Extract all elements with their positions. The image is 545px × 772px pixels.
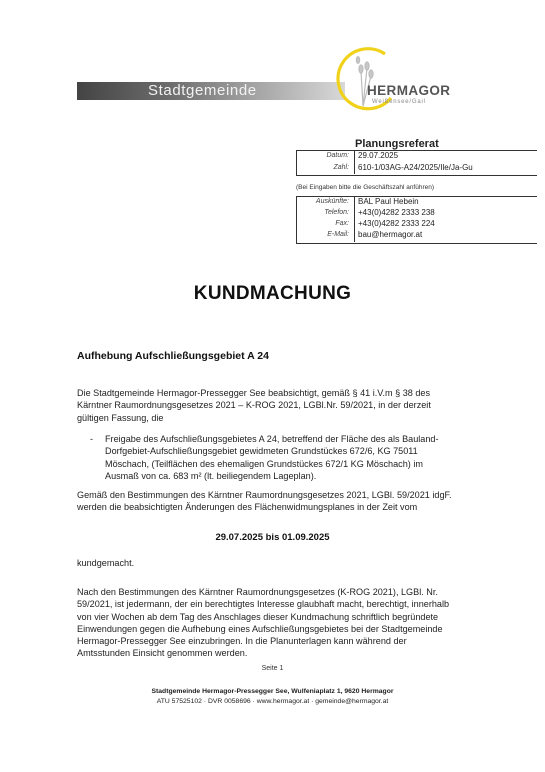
intro-line: gültigen Fassung, die [77, 412, 164, 423]
reference-label: Zahl: [333, 164, 349, 171]
bullet-line: Ausmaß von ca. 683 m² (lt. beiliegendem Lageplan). [105, 470, 317, 481]
document-subject: Aufhebung Aufschließungsgebiet A 24 [77, 350, 269, 362]
phone-label: Telefon: [324, 209, 349, 216]
footer-identifiers: ATU 57525102 · DVR 0058696 · www.hermagor.at · gemeinde@hermagor.at [156, 698, 389, 705]
page-number: Seite 1 [261, 665, 284, 672]
fax-label: Fax: [335, 220, 349, 227]
brand-subtitle: Weißensee/Gail [372, 99, 426, 105]
document-title: KUNDMACHUNG [193, 283, 352, 304]
bullet-marker: - [90, 434, 94, 444]
objection-line: von vier Wochen ab dem Tag des Anschlages dieser Kundmachung schriftlich begründete [77, 611, 439, 622]
objection-paragraph [77, 586, 487, 660]
objection-line: Amtsstunden Einsicht genommen werden. [77, 648, 248, 659]
fax-value: +43(0)4282 2333 224 [358, 219, 435, 228]
contact-label: Auskünfte: [315, 198, 349, 205]
contact-divider [354, 196, 355, 242]
footer-address: Stadtgemeinde Hermagor-Pressegger See, Wulfeniaplatz 1, 9620 Hermagor [151, 688, 394, 695]
intro-line: Die Stadtgemeinde Hermagor-Pressegger See beabsichtigt, gemäß § 41 i.V.m § 38 des [77, 388, 430, 398]
bullet-item [105, 433, 487, 482]
announced-text: kundgemacht. [77, 558, 135, 568]
objection-line: Einwendungen gegen die Aufhebung eines Aufschließungsgebietes bei der Stadtgemeinde [77, 623, 443, 634]
date-value: 29.07.2025 [358, 151, 399, 160]
banner-title: Stadtgemeinde [148, 82, 257, 99]
objection-line: 59/2021, ist jedermann, der ein berechtigtes Interesse glaubhaft macht, berechtigt, innerhalb [77, 599, 450, 610]
contact-value: BAL Paul Hebein [358, 197, 419, 206]
reference-hint: (Bei Eingaben bitte die Geschäftszahl anführen) [296, 184, 435, 191]
email-label: E-Mail: [327, 231, 349, 238]
objection-line: Hermagor-Pressegger See einzubringen. In die Planunterlagen kann während der [77, 636, 407, 647]
referat-divider [354, 150, 355, 174]
email-value[interactable]: bau@hermagor.at [358, 230, 423, 239]
hermagor-logo-icon [333, 46, 403, 116]
intro-line: Kärntner Raumordnungsgesetzes 2021 – K-ROG 2021, LGBl.Nr. 59/2021, in der derzeit [77, 400, 431, 411]
brand-name: HERMAGOR [367, 83, 451, 98]
publication-period: 29.07.2025 bis 01.09.2025 [215, 532, 330, 543]
law-paragraph [77, 489, 492, 514]
date-label: Datum: [326, 152, 349, 159]
bullet-line: Dorfgebiet-Aufschließungsgebiet gewidmeten Grundstückes 672/6, KG 75011 [105, 446, 418, 457]
reference-value: 610-1/03AG-A24/2025/Ile/Ja-Gu [358, 163, 473, 172]
bullet-line: Freigabe des Aufschließungsgebietes A 24, betreffend der Fläche des als Bauland- [105, 434, 439, 444]
law-line: Gemäß den Bestimmungen des Kärntner Raumordnungsgesetzes 2021, LGBl. 59/2021 idgF. [77, 490, 452, 500]
intro-paragraph [77, 387, 487, 424]
phone-value: +43(0)4282 2333 238 [358, 208, 435, 217]
objection-line: Nach den Bestimmungen des Kärntner Raumordnungsgesetzes (K-ROG 2021), LGBl. Nr. [77, 587, 438, 597]
bullet-line: Möschach, (Teilflächen des ehemaligen Grundstückes 672/1 KG Möschach) im [105, 458, 423, 469]
referat-title: Planungsreferat [355, 138, 439, 150]
law-line: werden die beabsichtigten Änderungen des Flächenwidmungsplanes in der Zeit vom [77, 502, 418, 513]
